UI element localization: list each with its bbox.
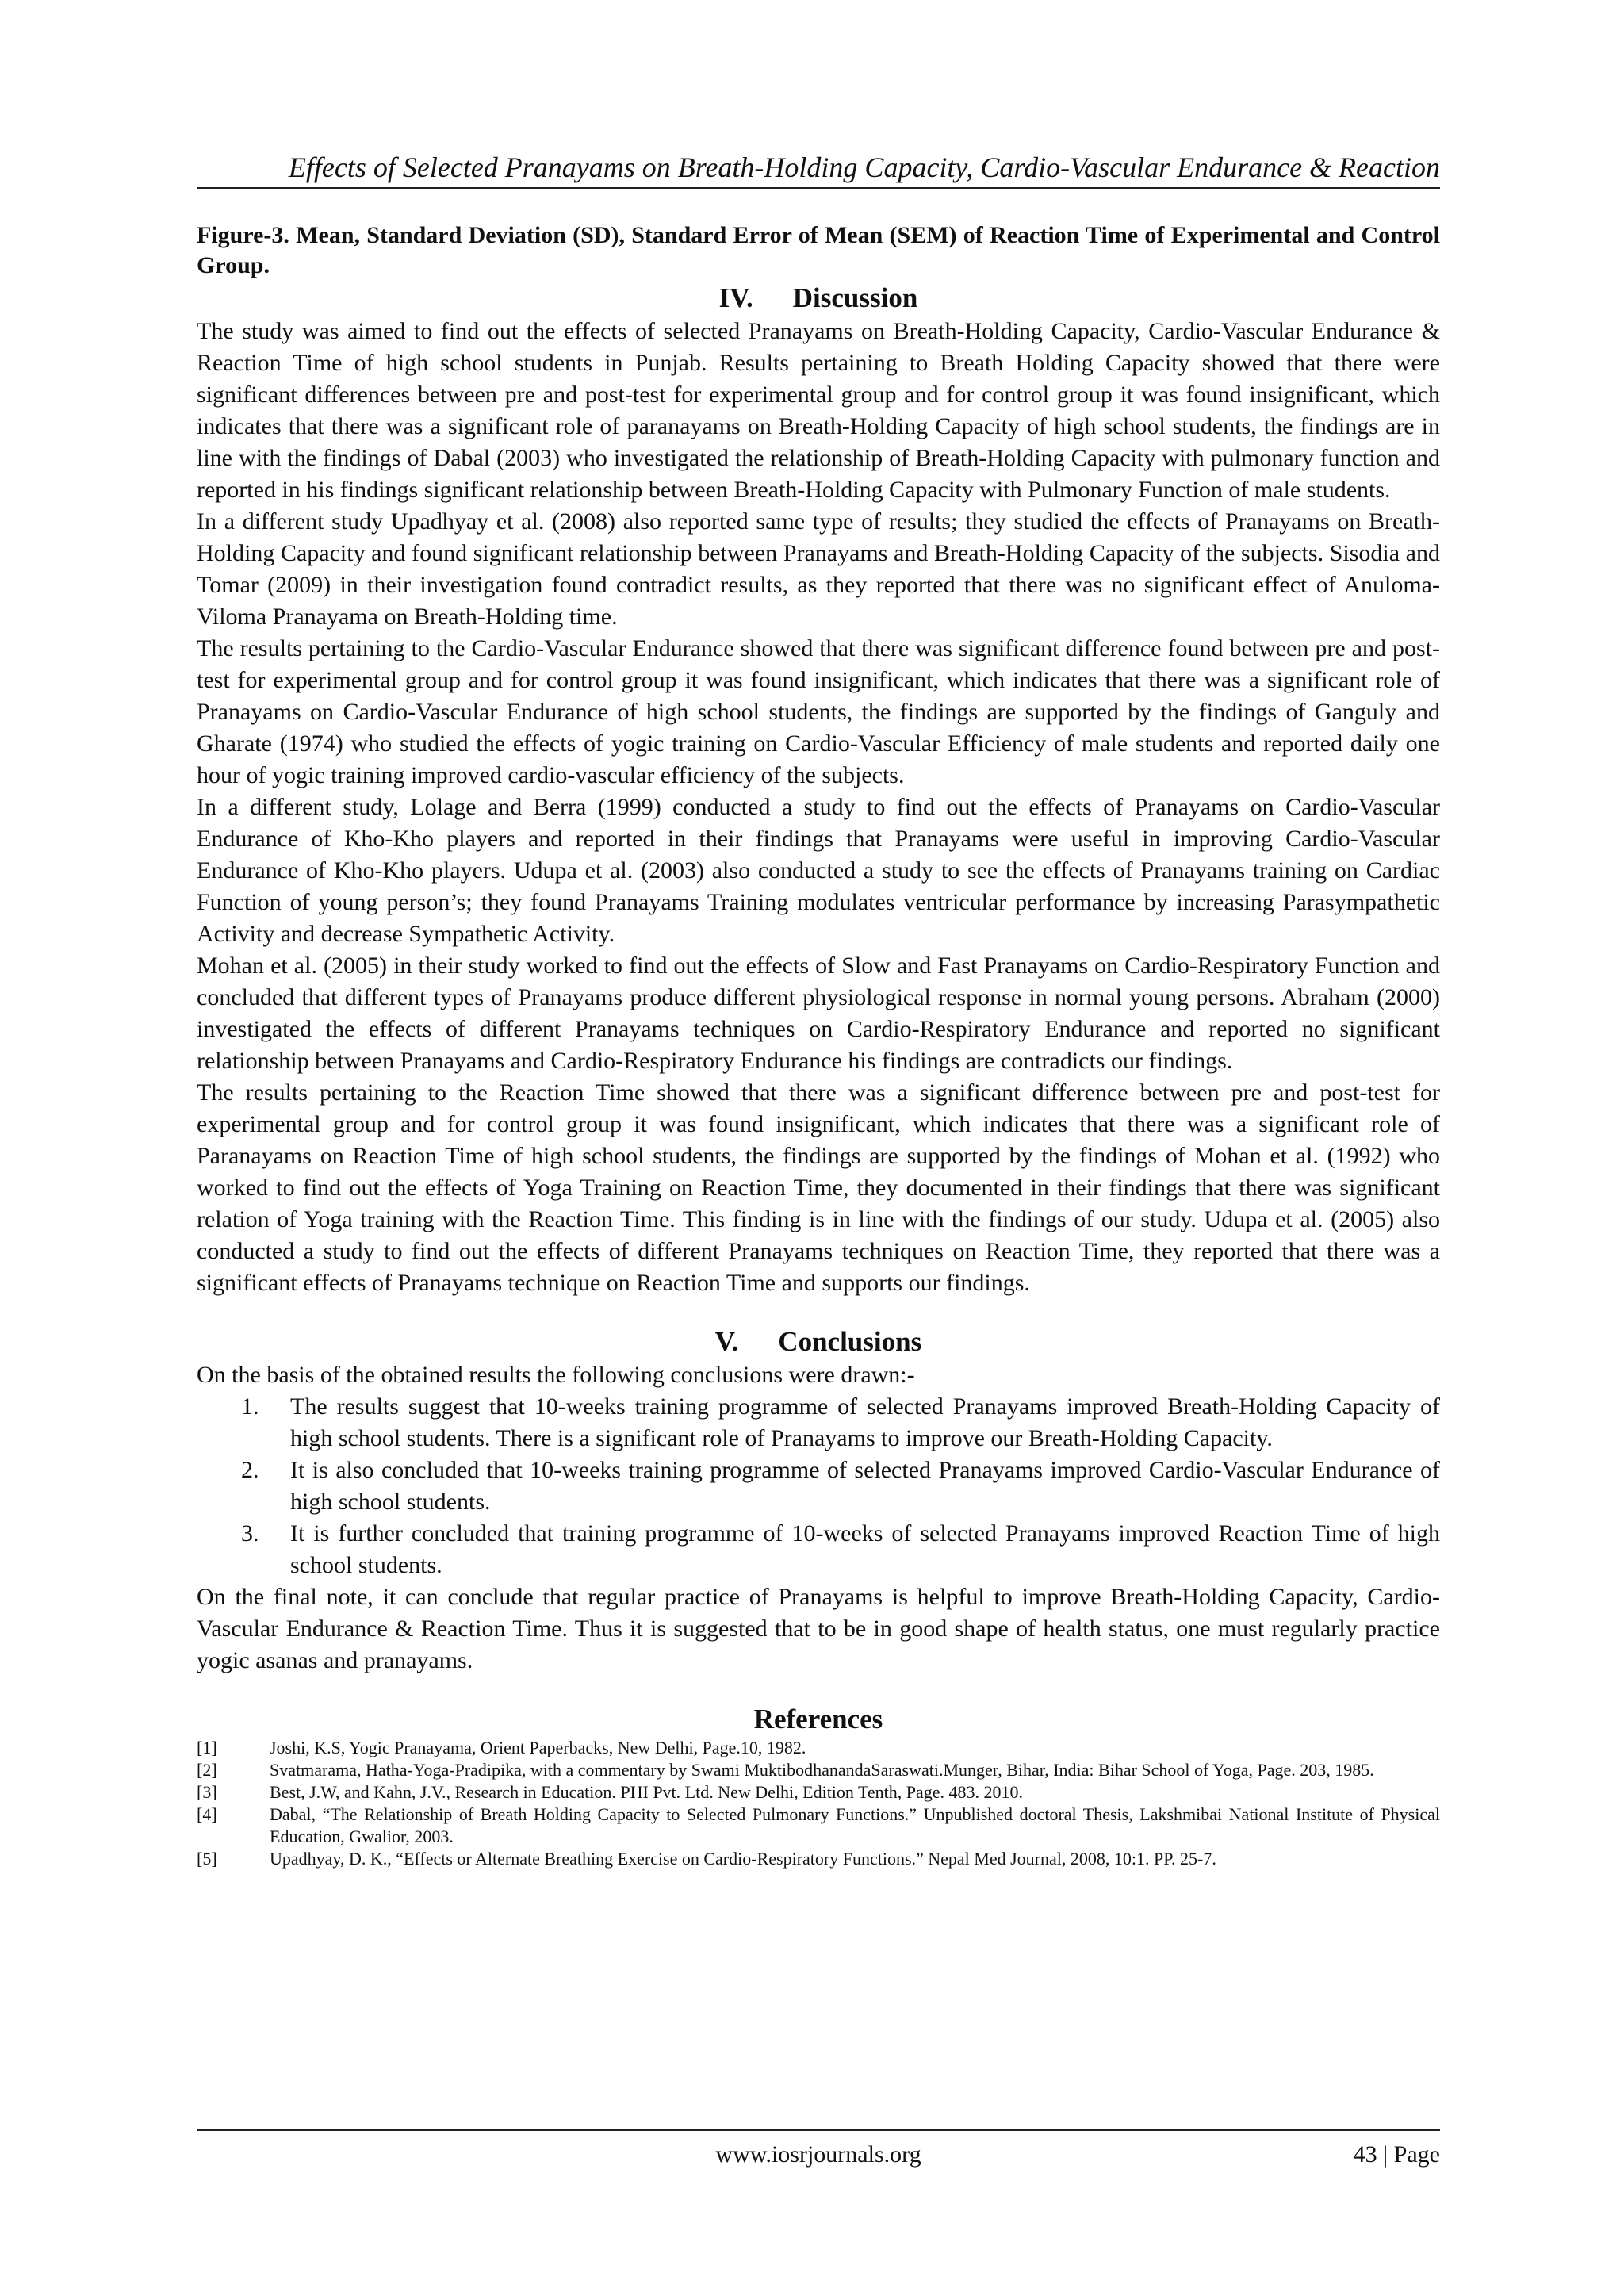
reference-text: Upadhyay, D. K., “Effects or Alternate Breathing Exercise on Cardio-Respiratory Functions.” Nepal Med Journal, 2008, 10:1. PP. 25-7. [270, 1849, 1216, 1869]
reference-number: [1] [197, 1738, 217, 1757]
running-header: Effects of Selected Pranayams on Breath-Holding Capacity, Cardio-Vascular Endurance & Reaction [197, 151, 1440, 189]
discussion-paragraph: The study was aimed to find out the effects of selected Pranayams on Breath-Holding Capacity, Cardio-Vascular Endurance & Reaction Time of high school students in Punjab. Results pertaining to Breath Holding Capacity showed that there were significant differences between pre and post-test for experimental group and for control group it was found insignificant, which indicates that there was a significant role of paranayams on Breath-Holding Capacity of high school students, the findings are in line with the findings of Dabal (2003) who investigated the relationship of Breath-Holding Capacity with pulmonary function and reported in his findings significant relationship between Breath-Holding Capacity with Pulmonary Function of male students. [197, 318, 1440, 503]
reference-item [197, 1803, 1440, 1848]
page-number: 43 | Page [1353, 2141, 1440, 2168]
conclusions-list [197, 1391, 1440, 1581]
list-text: It is further concluded that training programme of 10-weeks of selected Pranayams improved Reaction Time of high school students. [290, 1520, 1440, 1578]
footer-url: www.iosrjournals.org [715, 2141, 921, 2168]
list-text: It is also concluded that 10-weeks training programme of selected Pranayams improved Cardio-Vascular Endurance of high school students. [290, 1457, 1440, 1515]
reference-item [197, 1759, 1440, 1781]
conclusions-closing: On the final note, it can conclude that regular practice of Pranayams is helpful to improve Breath-Holding Capacity, Cardio-Vascular Endurance & Reaction Time. Thus it is suggested that to be in good shape of health status, one must regularly practice yogic asanas and pranayams. [197, 1584, 1440, 1673]
discussion-heading [197, 281, 1440, 316]
discussion-paragraph: The results pertaining to the Reaction Time showed that there was a significant difference between pre and post-test for experimental group and for control group it was found insignificant, which indicates that there was a significant role of Paranayams on Reaction Time of high school students, the findings are supported by the findings of Mohan et al. (1992) who worked to find out the effects of Yoga Training on Reaction Time, they documented in their findings that there was significant relation of Yoga training with the Reaction Time. This finding is in line with the findings of our study. Udupa et al. (2005) also conducted a study to find out the effects of different Pranayams techniques on Reaction Time, they reported that there was a significant effects of Pranayams technique on Reaction Time and supports our findings. [197, 1079, 1440, 1296]
reference-text: Svatmarama, Hatha-Yoga-Pradipika, with a commentary by Swami MuktibodhanandaSaraswati.Munger, Bihar, India: Bihar School of Yoga, Page. 203, 1985. [270, 1760, 1374, 1780]
conclusions-heading [197, 1324, 1440, 1359]
list-item [241, 1518, 1440, 1581]
section-number: V. [714, 1326, 739, 1357]
list-text: The results suggest that 10-weeks training programme of selected Pranayams improved Breath-Holding Capacity of high school students. There is a significant role of Pranayams to improve our Breath-Holding Capacity. [290, 1393, 1440, 1451]
reference-number: [2] [197, 1760, 217, 1780]
section-title: Discussion [792, 282, 918, 313]
reference-item [197, 1781, 1440, 1803]
reference-text: Dabal, “The Relationship of Breath Holding Capacity to Selected Pulmonary Functions.” Unpublished doctoral Thesis, Lakshmibai National Institute of Physical Education, Gwalior, 2003. [270, 1804, 1440, 1846]
discussion-paragraph: The results pertaining to the Cardio-Vascular Endurance showed that there was significant difference found between pre and post-test for experimental group and for control group it was found insignificant, which indicates that there was a significant role of Pranayams on Cardio-Vascular Endurance of high school students, the findings are supported by the findings of Ganguly and Gharate (1974) who studied the effects of yogic training on Cardio-Vascular Efficiency of male students and reported daily one hour of yogic training improved cardio-vascular efficiency of the subjects. [197, 635, 1440, 788]
list-number: 3. [241, 1520, 259, 1547]
figure-caption: Figure-3. Mean, Standard Deviation (SD), Standard Error of Mean (SEM) of Reaction Time of Experimental and Control Group. [197, 222, 1440, 278]
list-item [241, 1455, 1440, 1518]
references-list [197, 1737, 1440, 1870]
reference-text: Joshi, K.S, Yogic Pranayama, Orient Paperbacks, New Delhi, Page.10, 1982. [270, 1738, 806, 1757]
main-content [197, 220, 1440, 1870]
reference-item [197, 1737, 1440, 1759]
reference-text: Best, J.W, and Kahn, J.V., Research in Education. PHI Pvt. Ltd. New Delhi, Edition Tenth, Page. 483. 2010. [270, 1782, 1024, 1802]
references-heading: References [753, 1704, 883, 1734]
section-title: Conclusions [778, 1326, 922, 1357]
reference-number: [5] [197, 1849, 217, 1869]
list-item [241, 1391, 1440, 1455]
page-footer [197, 2129, 1440, 2179]
reference-number: [3] [197, 1782, 217, 1802]
list-number: 1. [241, 1393, 259, 1420]
section-number: IV. [718, 282, 753, 313]
discussion-paragraph: In a different study Upadhyay et al. (2008) also reported same type of results; they studied the effects of Pranayams on Breath-Holding Capacity and found significant relationship between Pranayams and Breath-Holding Capacity of the subjects. Sisodia and Tomar (2009) in their investigation found contradict results, as they reported that there was no significant effect of Anuloma-Viloma Pranayama on Breath-Holding time. [197, 508, 1440, 630]
reference-item [197, 1848, 1440, 1870]
discussion-paragraph: Mohan et al. (2005) in their study worked to find out the effects of Slow and Fast Pranayams on Cardio-Respiratory Function and concluded that different types of Pranayams produce different physiological response in normal young persons. Abraham (2000) investigated the effects of different Pranayams techniques on Cardio-Respiratory Endurance and reported no significant relationship between Pranayams and Cardio-Respiratory Endurance his findings are contradicts our findings. [197, 953, 1440, 1074]
discussion-paragraph: In a different study, Lolage and Berra (1999) conducted a study to find out the effects of Pranayams on Cardio-Vascular Endurance of Kho-Kho players and reported in their findings that Pranayams were useful in improving Cardio-Vascular Endurance of Kho-Kho players. Udupa et al. (2003) also conducted a study to see the effects of Pranayams training on Cardiac Function of young person’s; they found Pranayams Training modulates ventricular performance by increasing Parasympathetic Activity and decrease Sympathetic Activity. [197, 794, 1440, 947]
reference-number: [4] [197, 1804, 217, 1824]
list-number: 2. [241, 1457, 259, 1483]
conclusions-intro: On the basis of the obtained results the following conclusions were drawn:- [197, 1362, 915, 1388]
